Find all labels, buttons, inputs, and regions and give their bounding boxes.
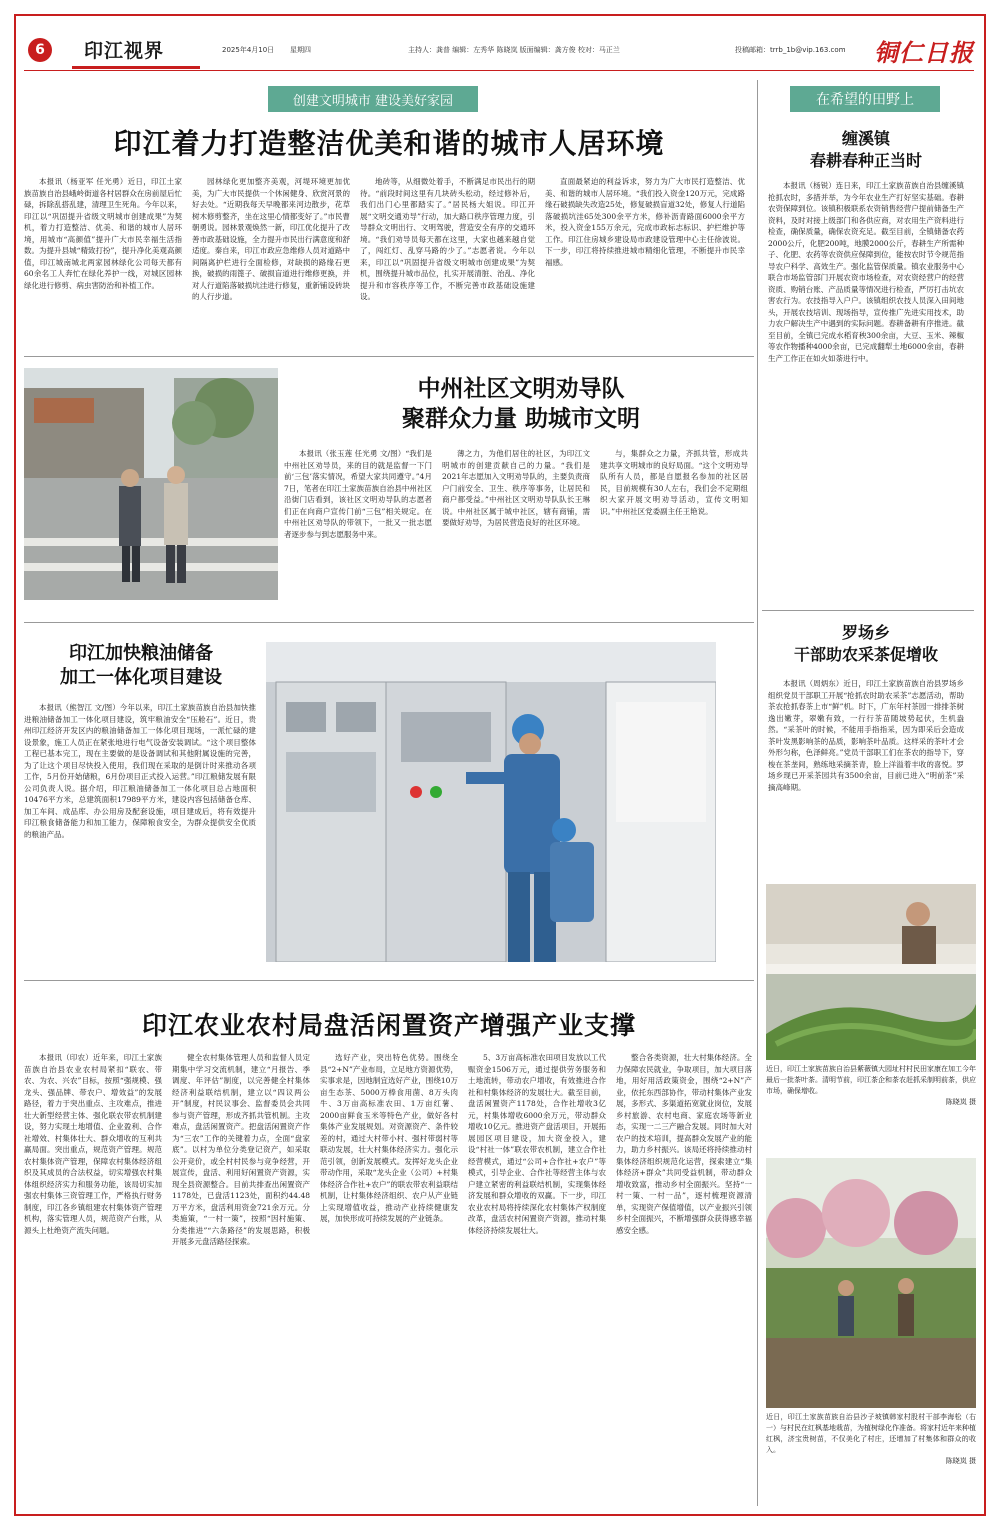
section-name: 印江视界 xyxy=(84,40,165,62)
article4-col5-text: 整合各类资源，壮大村集体经济。全力保障农民就业，争取项目，加大项目落地，用好用活政策资金，围绕“2+N”产业，依托东西部协作，带动村集体产业发展，多形式、多渠道拓宽就业岗位，发展乡村旅游、农村电商、家庭农场等新业态，实现一二三产融合发展。同时加大对农户的技术培训，提高群众发展产业的能力，助力乡村振兴。该局还将持续推动村集体经济组织规范化运营，探索建立“集体经济+群众”共同受益机制，带动群众增收致富，推动乡村全面振兴。坚持“一村一策、一村一品”，逐村梳理资源清单，实现资产保值增值，以产业振兴引领乡村全面振兴，不断增强群众获得感幸福感安全感。 xyxy=(616,1053,752,1235)
article-r2-body-text: 本报讯（周炳东）近日，印江土家族苗族自治县罗场乡组织党员干部职工开展“抢抓农时助农采茶”志愿活动，帮助茶农抢抓春茶上市“鲜”机。时下，广东年村茶园一排排茶树逸出嫩芽，翠嫩有致，一行行茶苗随坡势起伏，生机盎然。“采茶叶的时候，不能用手指指采，因为即采后会造成茶叶发黑影响茶的品质，影响茶叶品质。这样采的茶叶才会外形匀称，色泽鲜亮。”党员干部职工们在茶农的指导下，穿梭在茶垄间，熟练地采摘茶青，脸上洋溢着丰收的喜悦。罗场乡现已开采茶园共有3500余亩，目前已进入“明前茶”采摘高峰期。 xyxy=(768,679,964,792)
article1-col1-text: 本报讯（杨亚军 任光勇）近日，印江土家族苗族自治县峨岭街道各村居群众在房前屋后忙碌，拆除乱搭乱建，清理卫生死角。今年以来，印江以“巩固提升省级文明城市创建成果”为契机，着力打造整洁、优美、和谐的城市人居环境，用城市“高颜值”提升广大市民幸福生活指数。为提升县城“精致打扮”，提升净化美观高颜值，印江城南城北两家园林绿化公司每天都有60余名工人奔忙在绿化养护一线，对城区园林绿化进行修剪、病虫害防治和补植工作。 xyxy=(24,177,182,290)
article4-col2 xyxy=(172,1052,310,1508)
section-underline xyxy=(72,66,200,69)
article4-col1-text: 本报讯（印农）近年来，印江土家族苗族自治县农业农村局紧扣“联农、带农、为农、兴农”目标，按照“强规模、强龙头、强品牌、带农户、增效益”的发展路径，着力于突出重点、主攻难点，推进壮大新型经营主体、强化联农带农机制建设，努力实现土地增值、企业盈利、合作社增效、村集体壮大、群众增收的互利共赢局面。突出重点，规范资产管理。规范农村集体资产管理，保障农村集体经济组织及其成员的合法权益，切实增强农村集体组织经济实力和服务功能，该局切实加强农村集体三资管理工作，严格执行财务制度，印江各乡镇组建农村集体资产管理机构，落实管理人员，规范资产台账，从源头上杜绝资产流失问题。 xyxy=(24,1053,162,1235)
article4-headline: 印江农业农村局盘活闲置资产增强产业支撑 xyxy=(141,1011,636,1040)
article2-title-line1: 中州社区文明劝导队 xyxy=(417,375,625,402)
article3-headline xyxy=(28,642,254,690)
article2-title-line2: 聚群众力量 助城市文明 xyxy=(401,405,640,432)
article1-col2-text: 园林绿化更加整齐美观，河堤环境更加优美，为广大市民提供一个休闲健身、欣赏河景的好去处。“近期我每天早晚都来河边散步，花草树木修剪整齐，坐在这里心情都变好了。”市民曹朝勇说。园林景观焕然一新，印江优化提升了改善市政基础设施，全力提升市民出行满意度和舒适度。秦自来，印江市政应急维修人员对道路中间隔离护栏进行全面检修，对缺损的路缘石更换，破损的雨篦子、破损盲道进行维修更换，并对人行道陷落破损坑洼进行修复，重新铺设砖块的人行步道。 xyxy=(192,177,350,301)
photo4-caption xyxy=(766,1064,976,1144)
photo-community-patrol xyxy=(24,368,278,600)
article2-col1 xyxy=(284,448,432,604)
article2-col2 xyxy=(442,448,590,604)
article4-col3-text: 选好产业，突出特色优势。围绕全县“2+N”产业布局，立足地方资源优势，实事求是，因地制宜选好产业，围绕10万亩生态茶、5000万棒食用菌、8万头肉牛、3万亩高标准农田、1万亩红薯、2000亩鲜食玉米等特色产业，做好各村集体产业发展规划。对资源资产、条件较差的村，通过大村带小村、强村带弱村等联动发展，壮大村集体经济实力。强化示范引领，创新发展模式。发挥好龙头企业带动作用，采取“龙头企业（公司）+村集体经济合作社+农户”的联农带农利益联结机制，让村集体经济组织、农户从产业链上实现增值收益，推动产业持续健康发展，加快形成可持续发展的产业链条。 xyxy=(320,1053,458,1223)
article1-col1 xyxy=(24,176,182,344)
submission-email: 投稿邮箱：trrb_1b@vip.163.com xyxy=(735,46,846,54)
article4-col5 xyxy=(616,1052,752,1508)
article-r2-body xyxy=(768,678,964,874)
article4-col1 xyxy=(24,1052,162,1508)
photo-tea-processing xyxy=(766,884,976,1060)
issue-date: 2025年4月10日 xyxy=(222,46,275,54)
banner-hopeful-fields: 在希望的田野上 xyxy=(790,86,940,112)
rule-article1 xyxy=(24,356,754,357)
photo-tree-planting xyxy=(766,1158,976,1408)
banner-civilized-city: 创建文明城市 建设美好家园 xyxy=(268,86,478,112)
rule-r1 xyxy=(762,610,974,611)
article-r1-title-line1: 缠溪镇 xyxy=(841,129,890,148)
article1-col3-text: 地砖等，从细微处着手，不断满足市民出行的期待。“前段时间这里有几块砖头松动，经过修补后，我们出门心里都踏实了。”居民杨大姐说。印江开展“文明交通劝导”行动，加大路口秩序管理力度，引导群众文明出行、文明驾驶，营造安全有序的交通环境。“我们劝导员每天都在这里，大家也越来越自觉了，闯红灯、乱穿马路的少了。”志愿者说。今年以来，印江以“巩固提升省级文明城市创建成果”为契机，围绕提升城市品位，扎实开展清脏、治乱、净化提升和市容秩序等工作，不断完善市政基础设施建设。 xyxy=(360,177,535,301)
article3-title-line1: 印江加快粮油储备 xyxy=(69,643,213,664)
issue-weekday: 星期四 xyxy=(290,46,311,54)
article3-body xyxy=(24,702,256,966)
article4-col2-text: 健全农村集体管理人员和监督人员定期集中学习交流机制，建立“月报告、季调度、年评估”制度，以完善健全村集体经济利益联结机制，建立以“四议两公开”制度，村民议事会、监督委员会共同参与资产管理，形成齐抓共管机制。主攻难点，盘活闲置资产。把盘活闲置资产作为“三农”工作的关键着力点，全面“盘家底”。以村为单位分类登记资产，如采取公开竞价，或全村村民参与竞争经营，开展宣传，盘活、利用好闲置资产资源，实现全县资源整合。目前共排查出闲置资产1178处，已盘活1123处，面积约44.48万平方米，盘活利用资金721余万元。分类施策，“一村一策”，按照“因村施策、分类推进”“六条路径”的发展思路，积极开展多元盘活路径探索。 xyxy=(172,1053,310,1246)
article2-headline xyxy=(296,374,746,434)
article4-col3 xyxy=(320,1052,458,1508)
photo5-caption xyxy=(766,1412,976,1510)
article-r2-title-line1: 罗场乡 xyxy=(841,623,890,642)
page-number: 6 xyxy=(28,38,52,62)
article2-col3 xyxy=(600,448,748,604)
article1-col4-text: 直面最紧迫的利益诉求，努力为广大市民打造整洁、优美、和谐的城市人居环境。“我们投入资金120万元，完成路缘石破损缺失改造25处，修复破损盲道32处，修复人行道陷落破损坑洼65处300余平方米，修补沥青路面6000余平方米，投入资金155万余元，完成市政标志标识、护栏维护等工作。印江住房城乡建设局市政建设管理中心主任徐波说。下一步，印江将持续推进城市精细化管理，不断提升市民幸福感。 xyxy=(545,177,745,267)
article-r1-headline xyxy=(770,128,962,172)
photo5-caption-text: 近日，印江土家族苗族自治县沙子坡镇韩家村股村干部李海松（右一）与村民在红枫基地栽苗，为植树绿化作准备。将家村近年来种植红枫，济宝贵树苗，不仅美化了村庄，还增加了村集体和群众的收入。 xyxy=(766,1413,976,1454)
photo5-credit: 陈晓岚 摄 xyxy=(945,1457,976,1465)
right-column-rule xyxy=(757,80,758,1506)
photo4-caption-text: 近日，印江土家族苗族自治县紫薇镇大园址村村民田家康在加工今年最后一批茶叶茶。清明节前，印江茶企和茶农赶抓采制明前茶，供应市场，确保增收。 xyxy=(766,1065,976,1095)
article4-col4 xyxy=(468,1052,606,1508)
photo-electrical-workers xyxy=(266,642,716,962)
article2-col3-text: 与，集群众之力量，齐抓共管，形成共建共享文明城市的良好局面。“这个文明劝导队所有人员，都是自愿报名参加的社区居民，目前规模有30人左右，我们会不定期组织大家开展文明劝导活动，宣传文明知识。”中州社区党委副主任王艳说。 xyxy=(600,449,748,516)
article3-title-line2: 加工一体化项目建设 xyxy=(60,667,222,688)
article3-body-text: 本报讯（熊智江 文/图）今年以来，印江土家族苗族自治县加快推进粮油储备加工一体化项目建设，筑牢粮油安全“压舱石”。近日，贵州印江经济开发区内的粮油储备加工一体化项目现场，一派忙碌的建设景象，施工人员正在紧张地进行电气设备安装调试。“这个项目整体工程已基本完工，现在主要做的是设备调试和其他附属设施的完善，为了让这个项目尽快投入使用，我们现在采取的是倒计时来推动各项工作，5月份开始储粮，6月份项目正式投入运营。”印江粮储发展有限公司负责人说。据介绍，印江粮油储备加工一体化项目总占地面积10476平方米，总建筑面积17989平方米，建设内容包括储备仓库、加工车间、成品库、办公用房及配套设施，项目建成后，将有效提升印江粮食储备能力和加工能力，保障粮食安全，为群众提供安全优质的粮油产品。 xyxy=(24,703,256,839)
rule-article2 xyxy=(24,622,754,623)
article-r1-body-text: 本报讯（杨锐）连日来，印江土家族苗族自治县缠溪镇抢抓农时，多措并举，为今年农业生产打好坚实基础。春耕农资保障到位。该镇积极联系农资销售经营户提前储备生产资料，及时对接上级部门和各供应商，对农用生产资料进行检查，确保质量，确保农资充足。截至目前，全镇储备农药2000公斤，化肥200吨，地膜2000公斤，春耕生产所需种子、化肥、农药等农资供应保障到位，能按农时节令规范指导农户科学、高效生产。强化监管保质量。镇农业服务中心联合市场监管部门开展农资市场检查，对农资经营户的经营资质、购销台账、产品质量等情况进行检查，严厉打击坑农害农行为。农技指导入户户。该镇组织农技人员深入田间地头，开展农技培训、现场指导，宣传推广先进实用技术，助力农户解决生产中遇到的实际问题。春耕备耕有序推进。截至目前，全镇已完成水稻育秧300余亩，大豆、玉米、辣椒等农作物播种4000余亩，已完成翻犁土地6000余亩，春耕生产工作正在如火如荼进行中。 xyxy=(768,181,964,363)
newspaper-logo: 铜仁日报 xyxy=(874,38,974,67)
rule-article3 xyxy=(24,980,754,981)
article2-col1-text: 本报讯（张玉莲 任光勇 文/图）“我们是中州社区劝导员，来的目的就是监督一下门前‘三包’落实情况，希望大家共同遵守。”4月7日，笔者在印江土家族苗族自治县中州社区沿街门店看到，该社区文明劝导队的志愿者们正在向商户宣传门前“三包”相关规定。在中州社区劝导队的带领下，一批又一批志愿者逐步参与到志愿服务中来。 xyxy=(284,449,432,539)
article1-col4 xyxy=(545,176,745,344)
header-rule xyxy=(24,70,974,71)
article-r2-title-line2: 干部助农采茶促增收 xyxy=(793,645,938,664)
staff-credits: 主持人：龚普 编辑：左秀华 陈晓岚 版面编辑：龚方俊 校对：马正兰 xyxy=(408,46,620,54)
article4-col4-text: 5、3万亩高标准农田项目发放以工代赈资金1506万元，通过提供劳务服务和土地流转，带动农户增收，有效推进合作社和村集体经济的发展壮大。截至目前，盘活闲置资产1178处，合作社增收3亿元，村集体增收6000余万元，带动群众增收10亿元。推进资产盘活项目，开展拓展园区项目建设，加大资金投入，建设“村社一体”联农带农机制，建立合作社经营模式，通过“公司+合作社+农户”等模式，引导企业、合作社等经营主体与农户建立紧密的利益联结机制，实现集体经济发展和群众增收的双赢。下一步，印江农业农村局将持续深化农村集体产权制度改革，盘活农村闲置资产资源，推动村集体经济持续发展壮大。 xyxy=(468,1053,606,1235)
article-r2-headline xyxy=(770,622,962,666)
article-r1-body xyxy=(768,180,964,602)
article1-col3 xyxy=(360,176,535,344)
article2-col2-text: 薄之力，为他们居住的社区，为印江文明城市的创建贡献自己的力量。“我们是2021年志愿加入文明劝导队的，主要负责商户门前安全、卫生、秩序等事务，让居民和商户都受益。”中州社区文明劝导队队长王琳说。中州社区属于城中社区，辖有商铺，需要做好劝导，为居民营造良好的社区环境。 xyxy=(442,449,590,527)
article1-headline: 印江着力打造整洁优美和谐的城市人居环境 xyxy=(113,127,665,160)
article1-col2 xyxy=(192,176,350,344)
article-r1-title-line2: 春耕春种正当时 xyxy=(809,151,922,170)
photo4-credit: 陈晓岚 摄 xyxy=(945,1098,976,1106)
